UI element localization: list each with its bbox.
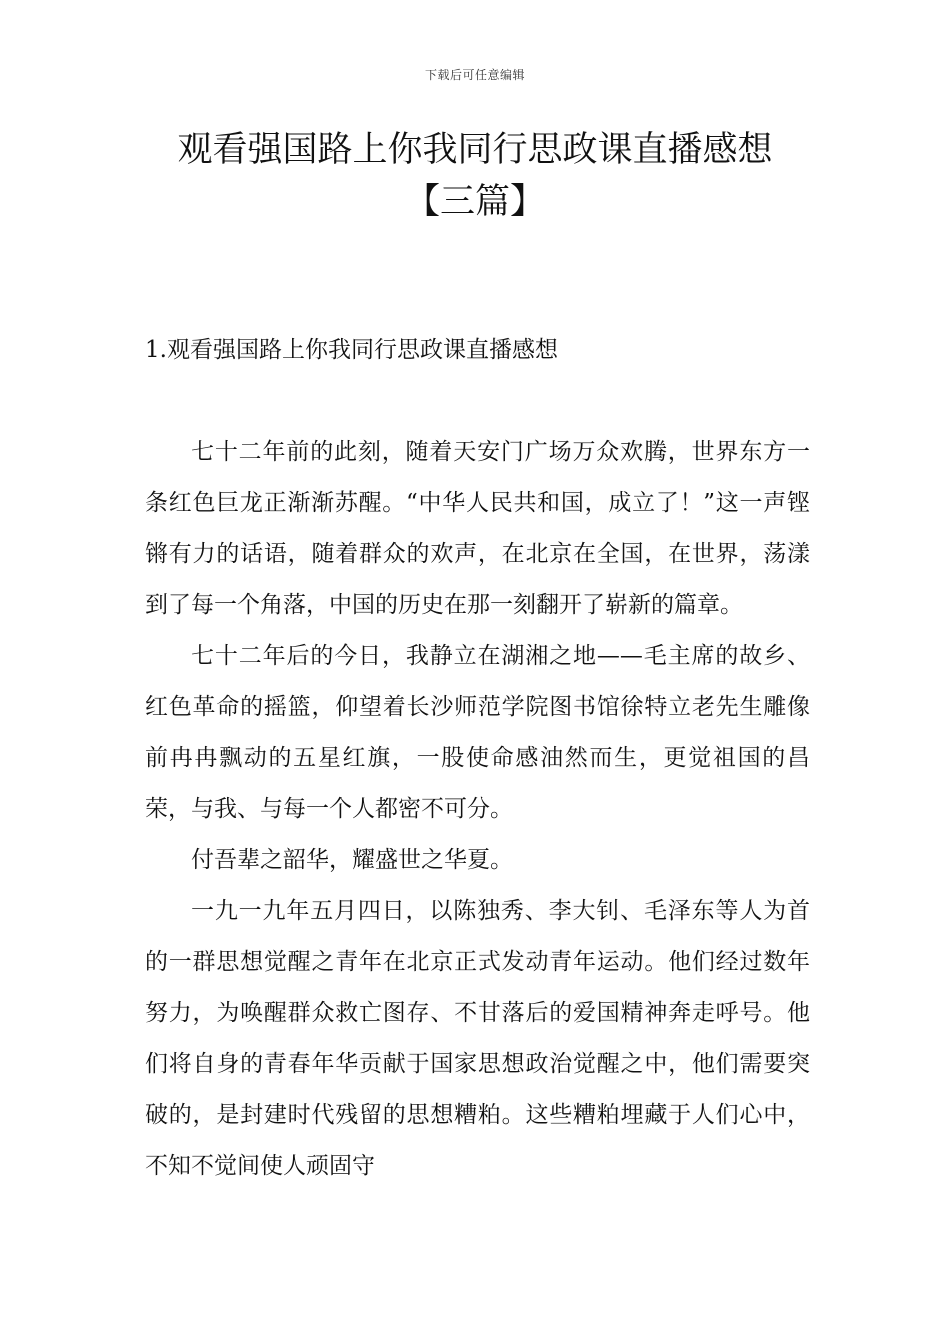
document-title-line-1: 观看强国路上你我同行思政课直播感想 [177, 130, 773, 170]
paragraph-3: 付吾辈之韶华，耀盛世之华夏。 [191, 847, 513, 873]
section-heading: 1.观看强国路上你我同行思政课直播感想 [145, 337, 558, 363]
header-note: 下载后可任意编辑 [424, 68, 525, 82]
paragraph-4: 一九一九年五月四日，以陈独秀、李大钊、毛泽东等人为首的一群思想觉醒之青年在北京正式发动青年运动。他们经过数年努力，为唤醒群众救亡图存、不甘落后的爱国精神奔走呼号。他们将自身的青春年华贡献于国家思想政治觉醒之中，他们需要突破的，是封建时代残留的思想糟粕。这些糟粕埋藏于人们心中，不知不觉间使人顽固守 [145, 898, 810, 1179]
paragraph-1: 七十二年前的此刻，随着天安门广场万众欢腾，世界东方一条红色巨龙正渐渐苏醒。“中华人民共和国，成立了！”这一声铿锵有力的话语，随着群众的欢声，在北京在全国，在世界，荡漾到了每一个角落，中国的历史在那一刻翻开了崭新的篇章。 [145, 439, 810, 618]
document-title [0, 124, 950, 228]
document-title-line-2: 【三篇】 [404, 182, 545, 222]
body-text [145, 427, 810, 1192]
paragraph-2: 七十二年后的今日，我静立在湖湘之地——毛主席的故乡、红色革命的摇篮，仰望着长沙师范学院图书馆徐特立老先生雕像前冉冉飘动的五星红旗，一股使命感油然而生，更觉祖国的昌荣，与我、与每一个人都密不可分。 [145, 643, 810, 822]
